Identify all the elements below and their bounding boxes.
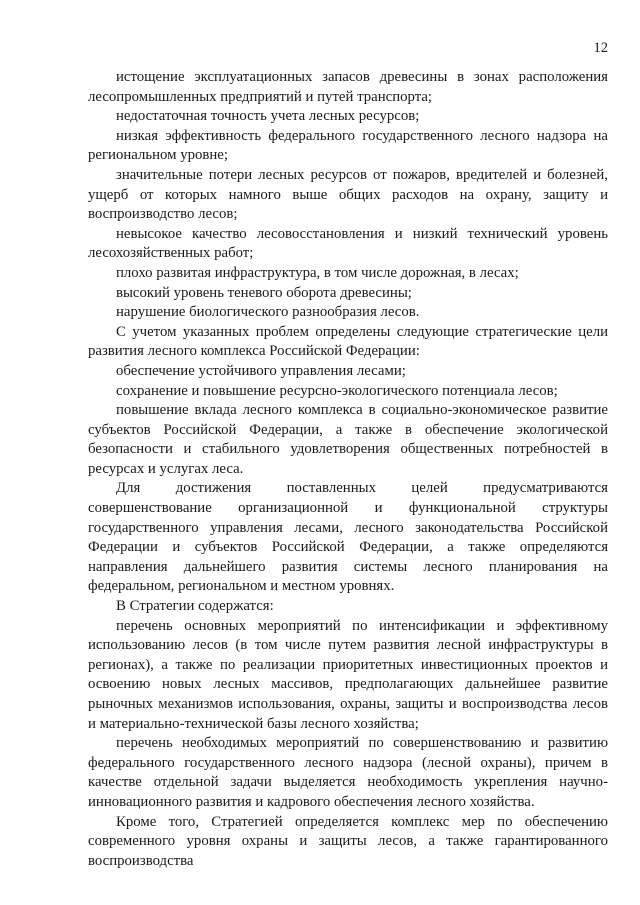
paragraph: перечень необходимых мероприятий по совершенствованию и развитию федерального государственного лесного надзора (лесной охраны), причем в качестве отдельной задачи выделяется необходимость укрепления научно-инновационного развития и кадрового обеспечения лесного хозяйства. xyxy=(88,735,608,810)
paragraph: истощение эксплуатационных запасов древесины в зонах расположения лесопромышленных предприятий и путей транспорта; xyxy=(88,69,608,105)
document-body xyxy=(88,68,608,871)
paragraph: перечень основных мероприятий по интенсификации и эффективному использованию лесов (в том числе путем развития лесной инфраструктуры в регионах), а также по реализации приоритетных инвестиционных проектов и освоению новых лесных массивов, предполагающих дальнейшее развитие рыночных механизмов использования, охраны, защиты и воспроизводства лесов и материально-технической базы лесного хозяйства; xyxy=(88,617,608,732)
paragraph: обеспечение устойчивого управления лесами; xyxy=(116,362,406,379)
paragraph: Кроме того, Стратегией определяется комплекс мер по обеспечению современного уровня охраны и защиты лесов, а также гарантированного воспроизводства xyxy=(88,813,608,869)
paragraph: сохранение и повышение ресурсно-экологического потенциала лесов; xyxy=(116,382,558,399)
paragraph: Для достижения поставленных целей предусматриваются совершенствование организационной и функциональной структуры государственного управления лесами, лесного законодательства Российской Федерации и субъектов Российской Федерации, а также определяются направления дальнейшего развития системы лесного планирования на федеральном, региональном и местном уровнях. xyxy=(88,480,608,595)
paragraph: высокий уровень теневого оборота древесины; xyxy=(116,284,412,301)
page-number: 12 xyxy=(593,40,608,56)
paragraph: повышение вклада лесного комплекса в социально-экономическое развитие субъектов Российской Федерации, а также в обеспечение экологической безопасности и стабильного удовлетворения общественных потребностей в ресурсах и услугах леса. xyxy=(88,402,608,477)
paragraph: В Стратегии содержатся: xyxy=(116,598,274,615)
paragraph: нарушение биологического разнообразия лесов. xyxy=(116,304,420,321)
paragraph: недостаточная точность учета лесных ресурсов; xyxy=(116,108,420,125)
paragraph: низкая эффективность федерального государственного лесного надзора на региональном уровне; xyxy=(88,127,608,164)
paragraph: С учетом указанных проблем определены следующие стратегические цели развития лесного комплекса Российской Федерации: xyxy=(88,323,608,360)
paragraph: значительные потери лесных ресурсов от пожаров, вредителей и болезней, ущерб от которых намного выше общих расходов на охрану, защиту и воспроизводство лесов; xyxy=(88,166,608,223)
paragraph: невысокое качество лесовосстановления и низкий технический уровень лесохозяйственных работ; xyxy=(88,225,608,262)
paragraph: плохо развитая инфраструктура, в том числе дорожная, в лесах; xyxy=(116,264,519,281)
